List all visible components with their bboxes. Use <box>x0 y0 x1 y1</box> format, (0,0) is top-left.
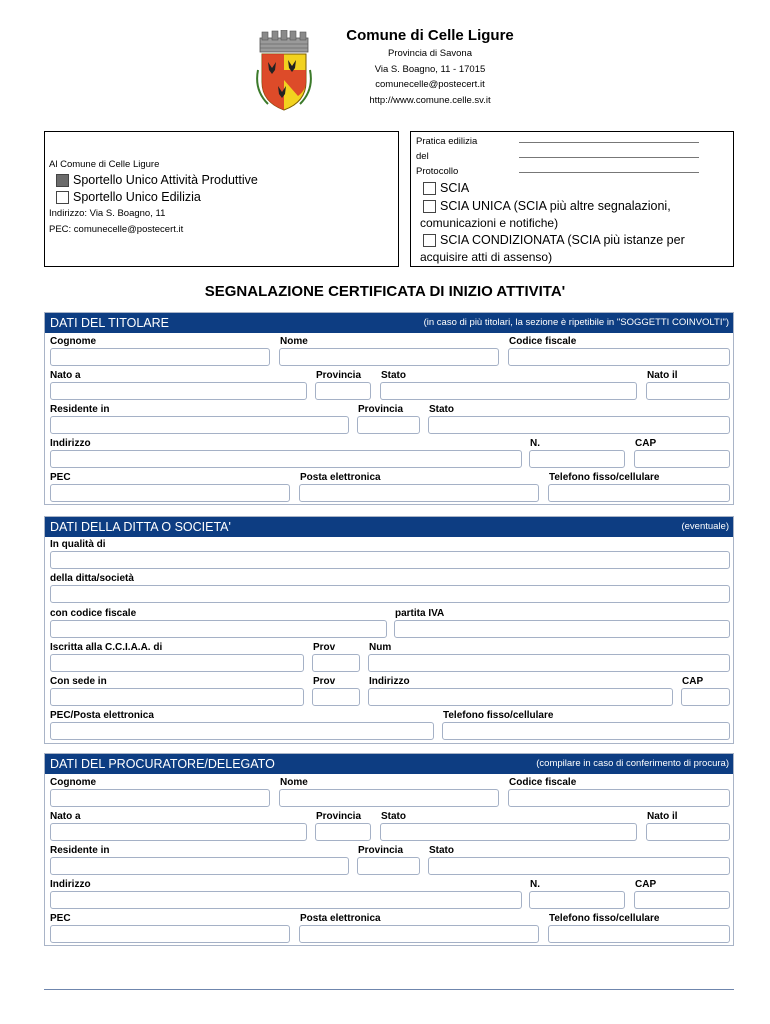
municipality-email: comunecelle@postecert.it <box>375 79 485 90</box>
municipality-website: http://www.comune.celle.sv.it <box>369 94 491 106</box>
practice-box <box>410 131 734 267</box>
telefono-input[interactable] <box>442 722 730 740</box>
scia-condizionata-label: SCIA CONDIZIONATA (SCIA più istanze per <box>440 233 685 247</box>
protocollo-input-line[interactable] <box>519 164 699 173</box>
indirizzo-input[interactable] <box>50 891 522 909</box>
indirizzo-label: Indirizzo <box>50 438 91 449</box>
pec-input[interactable] <box>50 925 290 943</box>
sede-input[interactable] <box>50 688 304 706</box>
pratica-row <box>416 134 733 149</box>
qualita-label: In qualità di <box>50 539 106 550</box>
codice-fiscale-label: Codice fiscale <box>509 336 577 347</box>
numero-label: N. <box>530 879 540 890</box>
provincia-input[interactable] <box>357 857 420 875</box>
residente-label: Residente in <box>50 404 110 415</box>
indirizzo-label: Indirizzo <box>50 879 91 890</box>
section-note: (compilare in caso di conferimento di procura) <box>536 758 729 769</box>
prov-input[interactable] <box>312 688 360 706</box>
nato-a-label: Nato a <box>50 370 81 381</box>
residente-input[interactable] <box>50 857 349 875</box>
residente-label: Residente in <box>50 845 110 856</box>
checkbox-checked-icon[interactable] <box>56 174 69 187</box>
cap-input[interactable] <box>634 891 730 909</box>
procuratore-section <box>44 753 734 946</box>
section-note: (in caso di più titolari, la sezione è ripetibile in "SOGGETTI COINVOLTI") <box>423 317 729 328</box>
section-title: DATI DELLA DITTA O SOCIETA' <box>50 520 231 534</box>
cognome-label: Cognome <box>50 336 97 347</box>
sportello-attivita-label: Sportello Unico Attività Produttive <box>73 173 258 187</box>
nato-il-input[interactable] <box>646 382 730 400</box>
provincia-label: Provincia <box>316 370 362 381</box>
scia-unica-label-cont: comunicazioni e notifiche) <box>420 216 559 230</box>
recipient-pec: PEC: comunecelle@postecert.it <box>49 224 184 235</box>
section-title: DATI DEL TITOLARE <box>50 316 170 330</box>
cap-label: CAP <box>635 438 657 449</box>
protocollo-row <box>416 164 733 179</box>
stato-label: Stato <box>429 845 454 856</box>
cap-input[interactable] <box>681 688 730 706</box>
del-label: del <box>416 151 429 162</box>
sportello-attivita-option[interactable] <box>49 172 398 189</box>
scia-condizionata-option[interactable] <box>416 232 733 249</box>
nato-a-label: Nato a <box>50 811 81 822</box>
titolare-section <box>44 312 734 505</box>
stato-input[interactable] <box>380 382 637 400</box>
partita-iva-input[interactable] <box>394 620 730 638</box>
page-title: SEGNALAZIONE CERTIFICATA DI INIZIO ATTIVITA' <box>204 283 566 300</box>
section-header <box>45 313 733 333</box>
municipality-title: Comune di Celle Ligure <box>346 27 514 44</box>
sportello-edilizia-option[interactable] <box>49 189 398 206</box>
posta-input[interactable] <box>299 484 539 502</box>
nome-label: Nome <box>280 777 308 788</box>
pec-label: PEC <box>50 472 71 483</box>
pec-input[interactable] <box>50 484 290 502</box>
num-label: Num <box>369 642 392 653</box>
cciaa-label: Iscritta alla C.C.I.A.A. di <box>50 642 163 653</box>
municipality-address: Via S. Boagno, 11 - 17015 <box>374 63 486 75</box>
numero-input[interactable] <box>529 450 625 468</box>
ditta-input[interactable] <box>50 585 730 603</box>
nome-input[interactable] <box>279 348 499 366</box>
section-header <box>45 754 733 774</box>
codice-fiscale-label: Codice fiscale <box>509 777 577 788</box>
stato-label: Stato <box>429 404 454 415</box>
provincia-label: Provincia <box>358 404 404 415</box>
codice-fiscale-input[interactable] <box>508 348 730 366</box>
telefono-label: Telefono fisso/cellulare <box>549 913 660 924</box>
cciaa-input[interactable] <box>50 654 304 672</box>
provincia-input[interactable] <box>315 382 371 400</box>
indirizzo-input[interactable] <box>50 450 522 468</box>
ditta-section <box>44 516 734 744</box>
nome-input[interactable] <box>279 789 499 807</box>
footer-divider <box>44 989 734 990</box>
section-note: (eventuale) <box>681 521 729 532</box>
recipient-address: Indirizzo: Via S. Boagno, 11 <box>49 208 166 219</box>
telefono-label: Telefono fisso/cellulare <box>443 710 554 721</box>
nome-label: Nome <box>280 336 308 347</box>
cognome-label: Cognome <box>50 777 97 788</box>
checkbox-icon[interactable] <box>423 234 436 247</box>
sportello-edilizia-label: Sportello Unico Edilizia <box>73 190 201 204</box>
prov-input[interactable] <box>312 654 360 672</box>
ditta-label: della ditta/società <box>50 573 134 584</box>
provincia-input[interactable] <box>315 823 371 841</box>
scia-unica-option[interactable] <box>416 198 733 215</box>
posta-label: Posta elettronica <box>300 472 381 483</box>
cap-input[interactable] <box>634 450 730 468</box>
provincia-input[interactable] <box>357 416 420 434</box>
cognome-input[interactable] <box>50 789 270 807</box>
cognome-input[interactable] <box>50 348 270 366</box>
section-title: DATI DEL PROCURATORE/DELEGATO <box>50 757 275 771</box>
indirizzo-input[interactable] <box>368 688 673 706</box>
sede-label: Con sede in <box>50 676 107 687</box>
telefono-input[interactable] <box>548 925 730 943</box>
municipal-crest-logo <box>254 30 314 112</box>
residente-input[interactable] <box>50 416 349 434</box>
num-input[interactable] <box>368 654 730 672</box>
del-input-line[interactable] <box>519 149 699 158</box>
pec-input[interactable] <box>50 722 434 740</box>
nato-il-label: Nato il <box>647 811 678 822</box>
checkbox-icon[interactable] <box>56 191 69 204</box>
scia-unica-label: SCIA UNICA (SCIA più altre segnalazioni, <box>440 199 671 213</box>
stato-input[interactable] <box>428 857 730 875</box>
stato-label: Stato <box>381 811 406 822</box>
codice-fiscale-input[interactable] <box>508 789 730 807</box>
codice-fiscale-input[interactable] <box>50 620 387 638</box>
nato-a-input[interactable] <box>50 382 307 400</box>
prov-label: Prov <box>313 676 336 687</box>
pec-label: PEC <box>50 913 71 924</box>
nato-il-input[interactable] <box>646 823 730 841</box>
section-header <box>45 517 733 537</box>
pratica-input-line[interactable] <box>519 134 699 143</box>
nato-a-input[interactable] <box>50 823 307 841</box>
scia-condizionata-label-cont: acquisire atti di assenso) <box>420 250 553 264</box>
stato-label: Stato <box>381 370 406 381</box>
telefono-input[interactable] <box>548 484 730 502</box>
numero-label: N. <box>530 438 540 449</box>
partita-iva-label: partita IVA <box>395 608 445 619</box>
protocollo-label: Protocollo <box>416 166 459 177</box>
municipality-header <box>318 26 542 108</box>
scia-option[interactable] <box>416 180 733 197</box>
stato-input[interactable] <box>380 823 637 841</box>
checkbox-icon[interactable] <box>423 182 436 195</box>
recipient-box <box>44 131 399 267</box>
pec-label: PEC/Posta elettronica <box>50 710 154 721</box>
pratica-label: Pratica edilizia <box>416 136 478 147</box>
posta-input[interactable] <box>299 925 539 943</box>
del-row <box>416 149 733 164</box>
stato-input[interactable] <box>428 416 730 434</box>
recipient-to: Al Comune di Celle Ligure <box>49 159 160 170</box>
posta-label: Posta elettronica <box>300 913 381 924</box>
qualita-input[interactable] <box>50 551 730 569</box>
provincia-label: Provincia <box>358 845 404 856</box>
provincia-label: Provincia <box>316 811 362 822</box>
cap-label: CAP <box>635 879 657 890</box>
scia-label: SCIA <box>440 181 470 195</box>
nato-il-label: Nato il <box>647 370 678 381</box>
telefono-label: Telefono fisso/cellulare <box>549 472 660 483</box>
codice-fiscale-label: con codice fiscale <box>50 608 137 619</box>
prov-label: Prov <box>313 642 336 653</box>
municipality-province: Provincia di Savona <box>388 48 472 59</box>
checkbox-icon[interactable] <box>423 200 436 213</box>
numero-input[interactable] <box>529 891 625 909</box>
cap-label: CAP <box>682 676 704 687</box>
indirizzo-label: Indirizzo <box>369 676 410 687</box>
